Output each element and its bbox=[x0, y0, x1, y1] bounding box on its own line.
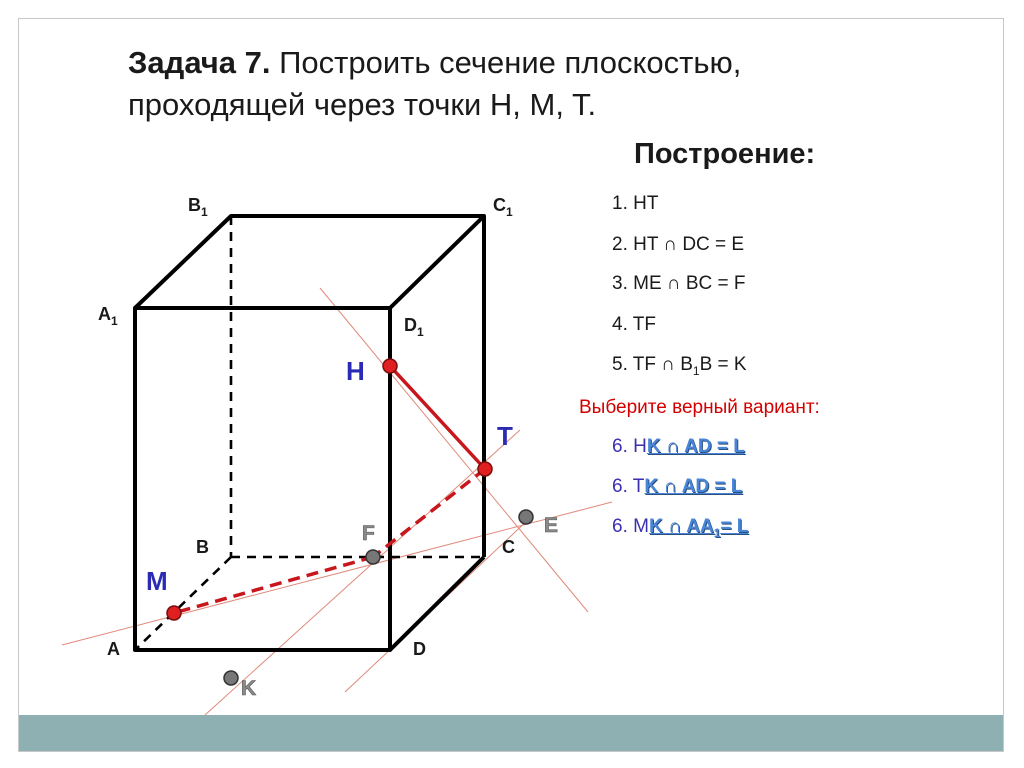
label-a: A bbox=[107, 639, 120, 659]
option-mk-link[interactable]: K ∩ $AA_1= L$ bbox=[648, 516, 749, 540]
task-number: Задача 7. bbox=[128, 45, 271, 80]
point-k bbox=[224, 671, 238, 685]
point-f bbox=[366, 550, 380, 564]
label-d1: $D_1$ bbox=[404, 315, 424, 339]
edge-cd bbox=[390, 557, 484, 650]
label-f: F bbox=[362, 522, 375, 545]
label-c: C bbox=[502, 537, 515, 557]
point-e bbox=[519, 510, 533, 524]
label-a1: $A_1$ bbox=[98, 304, 118, 328]
option-mk[interactable]: 6. MK ∩ $AA_1= L$ bbox=[612, 516, 749, 540]
auxiliary-points bbox=[224, 510, 533, 685]
section-points bbox=[167, 359, 492, 620]
label-k: K bbox=[241, 677, 257, 700]
hidden-edges bbox=[135, 216, 484, 650]
option-hk-link[interactable]: K ∩ AD = L bbox=[646, 436, 745, 457]
construction-heading: Построение: bbox=[634, 138, 816, 170]
label-h: H bbox=[346, 356, 365, 386]
top-back-edges bbox=[135, 216, 484, 308]
step-5: 5. TF ∩ $B_1B = K$ bbox=[612, 354, 747, 378]
step-4: 4. TF bbox=[612, 314, 657, 335]
label-d: D bbox=[413, 639, 426, 659]
step-2: 2. HT ∩ DC = E bbox=[612, 234, 745, 255]
label-t: T bbox=[497, 421, 513, 451]
point-t bbox=[478, 462, 492, 476]
label-c1: $C_1$ bbox=[493, 195, 513, 219]
point-h bbox=[383, 359, 397, 373]
point-m bbox=[167, 606, 181, 620]
label-b: B bbox=[196, 537, 209, 557]
label-b1: $B_1$ bbox=[188, 195, 208, 219]
task-text: Построить сечение плоскостью, проходящей через точки H, M, T. bbox=[128, 45, 742, 122]
choose-prompt: Выберите верный вариант: bbox=[579, 397, 820, 418]
segment-ht bbox=[390, 366, 485, 469]
label-m: M bbox=[146, 566, 168, 596]
option-tk-link[interactable]: K ∩ AD = L bbox=[644, 476, 743, 497]
option-tk[interactable]: 6. TK ∩ AD = L bbox=[612, 476, 743, 497]
step-3: 3. ME ∩ BC = F bbox=[612, 273, 746, 294]
option-hk[interactable]: 6. HK ∩ AD = L bbox=[612, 436, 745, 457]
label-e: E bbox=[544, 514, 559, 537]
step-1: 1. HT bbox=[612, 193, 659, 214]
line-ht-extended bbox=[320, 288, 588, 612]
visible-edges bbox=[135, 216, 484, 650]
